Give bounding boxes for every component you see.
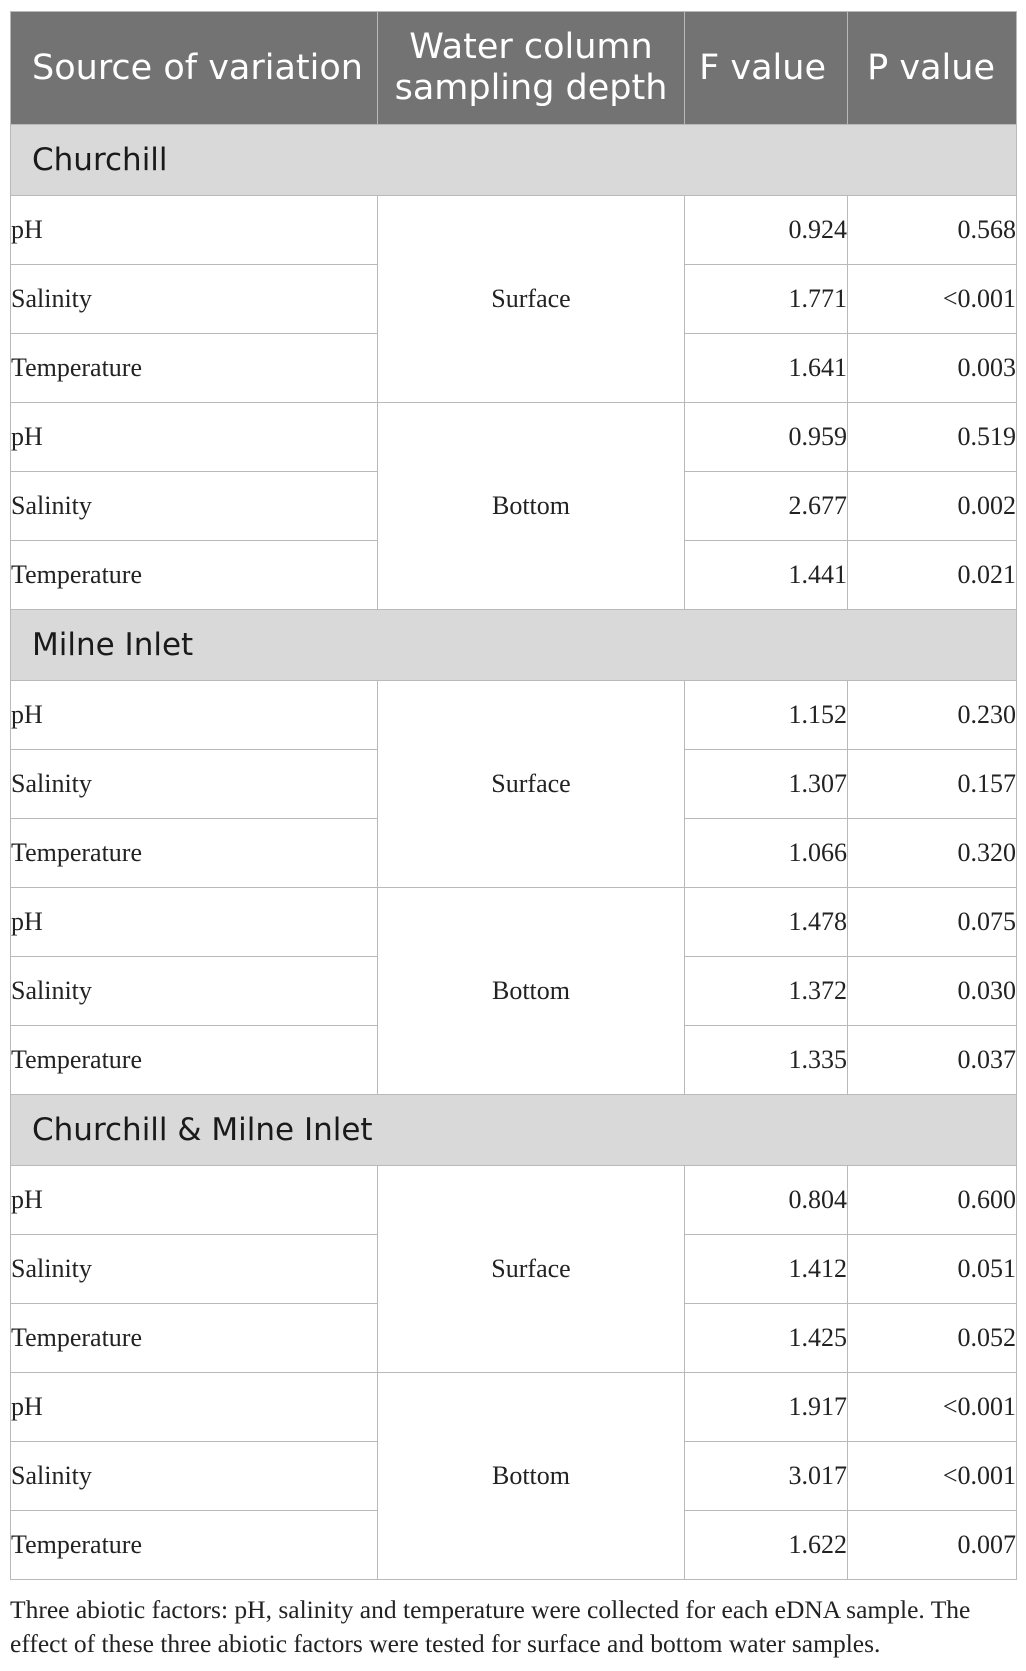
f-value-cell: 1.917 xyxy=(685,1373,848,1442)
p-value-cell: 0.002 xyxy=(848,472,1017,541)
f-value-cell: 1.425 xyxy=(685,1304,848,1373)
factor-cell: pH xyxy=(11,1373,378,1442)
p-value-cell: 0.052 xyxy=(848,1304,1017,1373)
table-row xyxy=(11,196,1017,265)
table-row xyxy=(11,403,1017,472)
p-value-cell: 0.230 xyxy=(848,681,1017,750)
f-value-cell: 0.924 xyxy=(685,196,848,265)
factor-cell: pH xyxy=(11,403,378,472)
f-value-cell: 1.335 xyxy=(685,1026,848,1095)
p-value-cell: 0.007 xyxy=(848,1511,1017,1580)
header-source-of-variation: Source of variation xyxy=(11,12,378,125)
factor-cell: Salinity xyxy=(11,1235,378,1304)
footnote-line-2: effect of these three abiotic factors were tested for surface and bottom water samples. xyxy=(10,1629,881,1658)
depth-cell: Bottom xyxy=(378,1373,685,1580)
header-p-value: P value xyxy=(848,12,1017,125)
factor-cell: Temperature xyxy=(11,334,378,403)
f-value-cell: 1.771 xyxy=(685,265,848,334)
p-value-cell: 0.030 xyxy=(848,957,1017,1026)
p-value-cell: 0.003 xyxy=(848,334,1017,403)
group-header-row xyxy=(11,610,1017,681)
factor-cell: pH xyxy=(11,1166,378,1235)
depth-cell: Bottom xyxy=(378,888,685,1095)
table-body xyxy=(11,125,1017,1580)
p-value-cell: <0.001 xyxy=(848,1442,1017,1511)
p-value-cell: 0.157 xyxy=(848,750,1017,819)
factor-cell: pH xyxy=(11,681,378,750)
f-value-cell: 3.017 xyxy=(685,1442,848,1511)
f-value-cell: 1.372 xyxy=(685,957,848,1026)
group-header-row xyxy=(11,125,1017,196)
depth-cell: Surface xyxy=(378,681,685,888)
p-value-cell: 0.075 xyxy=(848,888,1017,957)
factor-cell: Temperature xyxy=(11,1304,378,1373)
table-header xyxy=(11,12,1017,125)
p-value-cell: 0.600 xyxy=(848,1166,1017,1235)
f-value-cell: 1.152 xyxy=(685,681,848,750)
table-row xyxy=(11,1373,1017,1442)
table-row xyxy=(11,681,1017,750)
factor-cell: pH xyxy=(11,196,378,265)
depth-cell: Bottom xyxy=(378,403,685,610)
factor-cell: Salinity xyxy=(11,472,378,541)
header-depth-line1: Water column xyxy=(409,27,653,67)
header-depth-line2: sampling depth xyxy=(394,68,668,108)
factor-cell: Salinity xyxy=(11,1442,378,1511)
p-value-cell: 0.519 xyxy=(848,403,1017,472)
factor-cell: Temperature xyxy=(11,1026,378,1095)
factor-cell: Temperature xyxy=(11,541,378,610)
table-footnote xyxy=(10,1593,1020,1661)
f-value-cell: 1.478 xyxy=(685,888,848,957)
group-label: Churchill xyxy=(11,125,1017,196)
f-value-cell: 1.441 xyxy=(685,541,848,610)
header-sampling-depth xyxy=(378,12,685,125)
p-value-cell: 0.037 xyxy=(848,1026,1017,1095)
factor-cell: pH xyxy=(11,888,378,957)
f-value-cell: 0.959 xyxy=(685,403,848,472)
depth-cell: Surface xyxy=(378,196,685,403)
results-table xyxy=(10,11,1017,1580)
header-f-value: F value xyxy=(685,12,848,125)
factor-cell: Temperature xyxy=(11,1511,378,1580)
p-value-cell: 0.021 xyxy=(848,541,1017,610)
p-value-cell: 0.051 xyxy=(848,1235,1017,1304)
f-value-cell: 1.307 xyxy=(685,750,848,819)
p-value-cell: <0.001 xyxy=(848,265,1017,334)
factor-cell: Salinity xyxy=(11,750,378,819)
footnote-line-1: Three abiotic factors: pH, salinity and temperature were collected for each eDNA sample. The xyxy=(10,1595,971,1624)
f-value-cell: 1.641 xyxy=(685,334,848,403)
factor-cell: Salinity xyxy=(11,265,378,334)
p-value-cell: 0.320 xyxy=(848,819,1017,888)
f-value-cell: 1.412 xyxy=(685,1235,848,1304)
group-label: Churchill & Milne Inlet xyxy=(11,1095,1017,1166)
table-row xyxy=(11,1166,1017,1235)
group-header-row xyxy=(11,1095,1017,1166)
f-value-cell: 1.066 xyxy=(685,819,848,888)
p-value-cell: <0.001 xyxy=(848,1373,1017,1442)
depth-cell: Surface xyxy=(378,1166,685,1373)
factor-cell: Temperature xyxy=(11,819,378,888)
f-value-cell: 2.677 xyxy=(685,472,848,541)
table-row xyxy=(11,888,1017,957)
f-value-cell: 0.804 xyxy=(685,1166,848,1235)
p-value-cell: 0.568 xyxy=(848,196,1017,265)
factor-cell: Salinity xyxy=(11,957,378,1026)
f-value-cell: 1.622 xyxy=(685,1511,848,1580)
group-label: Milne Inlet xyxy=(11,610,1017,681)
